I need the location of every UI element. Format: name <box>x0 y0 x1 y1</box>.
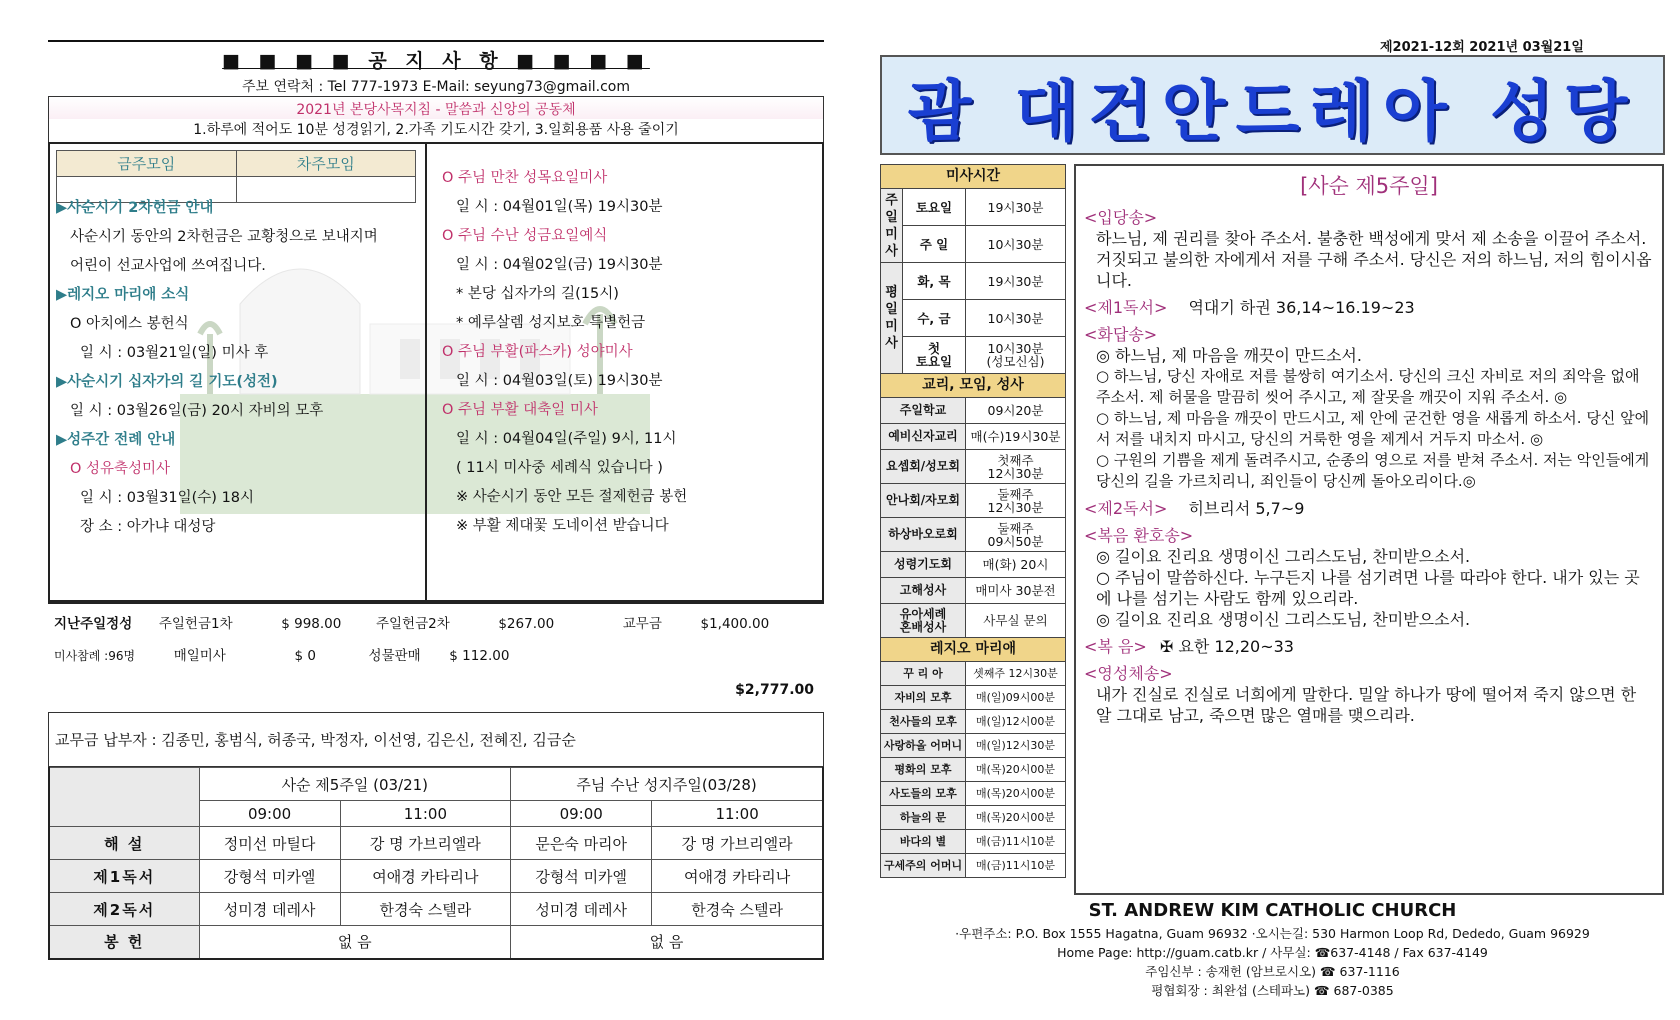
first-reading: 역대기 하권 36,14~16.19~23 <box>1188 298 1415 317</box>
notice-line: 일 시 : 04월03일(토) 19시30분 <box>456 373 663 389</box>
schedule-section-header: 미사시간 <box>881 165 1066 189</box>
dues-label: 교무금 <box>622 616 662 632</box>
roster-time: 11:00 <box>652 801 823 827</box>
sunday-offering-2-amount: $267.00 <box>498 616 555 632</box>
roster-row: 제1독서 강형석 미카엘 여애경 카타리나 강형석 미카엘 여애경 카타리나 <box>49 860 823 893</box>
schedule-key: 구세주의 어머니 <box>881 854 966 878</box>
daily-mass-label: 매일미사 <box>173 648 226 664</box>
notice-line: 장 소 : 아가냐 대성당 <box>80 519 216 535</box>
schedule-key: 주일학교 <box>881 398 966 424</box>
roster-week1-header: 사순 제5주일 (03/21) <box>199 768 511 801</box>
notice-line: ▶성주간 전례 안내 <box>56 432 176 448</box>
schedule-value: 매(일)12시30분 <box>965 734 1065 758</box>
second-reading-heading: <제2독서> <box>1084 499 1168 518</box>
schedule-value: 매미사 30분전 <box>965 578 1065 604</box>
goods-sales-amount: $ 112.00 <box>449 648 510 664</box>
church-address: ·우편주소: P.O. Box 1555 Hagatna, Guam 96932 ·오시는길: 530 Harmon Loop Rd, Dededo, Guam 96929 <box>955 926 1590 941</box>
bulletin-contact: 주보 연락처 : Tel 777-1973 E-Mail: seyung73@gmail.com <box>241 79 631 95</box>
gospel: ✠ 요한 12,20~33 <box>1159 637 1294 656</box>
schedule-key: 예비신자교리 <box>881 424 966 450</box>
schedule-row <box>881 604 1066 638</box>
schedule-row <box>881 450 1066 484</box>
psalm-verse: ○ 구원의 기쁨을 제게 돌려주시고, 순종의 영으로 저를 받쳐 주소서. 저는 악인들에게 당신의 길을 가르치리니, 죄인들이 당신께 돌아오리이다.◎ <box>1096 451 1650 490</box>
pastoral-motto <box>48 96 824 142</box>
schedule-row <box>881 484 1066 518</box>
pastor-contact: 주임신부 : 송재헌 (암브로시오) ☎ 637-1116 <box>1145 964 1400 979</box>
notice-line: O 아치에스 봉헌식 <box>70 316 189 332</box>
notice-line: 일 시 : 04월04일(주일) 9시, 11시 <box>456 431 677 447</box>
notice-line: * 본당 십자가의 길(15시) <box>456 286 619 302</box>
mass-attendance: 미사참례 :96명 <box>54 649 136 663</box>
schedule-key: 사랑하올 어머니 <box>881 734 966 758</box>
schedule-value: 10시30분 (성모신심) <box>965 337 1065 374</box>
notice-page <box>48 40 824 960</box>
schedule-row <box>881 782 1066 806</box>
communion-antiphon-heading: <영성체송> <box>1084 664 1173 683</box>
schedule-key: 성령기도회 <box>881 552 966 578</box>
notice-line: ※ 사순시기 동안 모든 절제헌금 봉헌 <box>456 489 688 505</box>
schedule-row <box>881 226 1066 263</box>
schedule-value: 09시20분 <box>965 398 1065 424</box>
offering-total: $2,777.00 <box>735 682 814 698</box>
notice-line: ( 11시 미사중 세례식 있습니다 ) <box>456 460 663 476</box>
schedule-row <box>881 806 1066 830</box>
notice-line: ▶사순시기 2차헌금 안내 <box>56 200 214 216</box>
schedule-row <box>881 710 1066 734</box>
schedule-value: 매(일)09시00분 <box>965 686 1065 710</box>
schedule-row <box>881 300 1066 337</box>
roster-time: 09:00 <box>511 801 652 827</box>
notice-right-column <box>442 164 812 541</box>
schedule-key: 주 일 <box>903 226 966 263</box>
psalm-response: ◎ 하느님, 제 마음을 깨끗이 만드소서. <box>1096 346 1362 365</box>
schedule-section-header: 레지오 마리애 <box>881 638 1066 662</box>
schedule-value: 매(목)20시00분 <box>965 806 1065 830</box>
motto-items: 1.하루에 적어도 10분 성경읽기, 2.가족 기도시간 갖기, 3.일회용품 사용 줄이기 <box>193 122 679 138</box>
schedule-key: 수, 금 <box>903 300 966 337</box>
gospel-heading: <복 음> <box>1084 637 1147 656</box>
motto-title: 2021년 본당사목지침 - 말씀과 신앙의 공동체 <box>49 97 823 119</box>
schedule-value: 매(일)12시00분 <box>965 710 1065 734</box>
schedule-value: 사무실 문의 <box>965 604 1065 638</box>
schedule-row <box>881 552 1066 578</box>
schedule-row <box>881 398 1066 424</box>
offering-summary <box>48 602 824 712</box>
goods-sales-label: 성물판매 <box>368 648 421 664</box>
liturgy-title: [사순 제5주일] <box>1300 174 1438 198</box>
notice-line: O 성유축성미사 <box>70 461 171 477</box>
schedule-value: 둘째주 12시30분 <box>965 484 1065 518</box>
schedule-table <box>880 164 1066 878</box>
schedule-row <box>881 686 1066 710</box>
notice-line: O 주님 수난 성금요일예식 <box>442 228 608 244</box>
sunday-offering-1-label: 주일헌금1차 <box>158 616 233 632</box>
schedule-key: 요셉회/성모회 <box>881 450 966 484</box>
psalm-verse: ○ 하느님, 제 마음을 깨끗이 만드시고, 제 안에 굳건한 영을 새롭게 하소서. 당신 앞에서 저를 내치지 마시고, 당신의 거룩한 영을 제게서 거두지 마소서. ◎ <box>1096 409 1650 448</box>
schedule-row <box>881 578 1066 604</box>
schedule-key: 토요일 <box>903 189 966 226</box>
council-president-contact: 평협회장 : 최완섭 (스테파노) ☎ 687-0385 <box>1151 983 1394 998</box>
first-reading-heading: <제1독서> <box>1084 298 1168 317</box>
schedule-value: 둘째주 09시50분 <box>965 518 1065 552</box>
schedule-value: 10시30분 <box>965 300 1065 337</box>
gospel-acclamation-verse: ○ 주님이 말씀하신다. 누구든지 나를 섬기려면 나를 따라야 한다. 내가 있는 곳에 나를 섬기는 사람도 함께 있으리라. <box>1096 568 1640 608</box>
notice-line: 일 시 : 03월31일(수) 18시 <box>80 490 255 506</box>
psalm-heading: <화답송> <box>1084 325 1158 344</box>
gospel-acclamation-response: ◎ 길이요 진리요 생명이신 그리스도님, 찬미받으소서. <box>1096 610 1471 629</box>
notice-line: ※ 부활 제대꽃 도네이션 받습니다 <box>456 518 669 534</box>
schedule-vertical-label: 평 일 미 사 <box>881 263 903 374</box>
notice-title: ■ ■ ■ ■ 공 지 사 항 ■ ■ ■ ■ <box>48 40 824 73</box>
schedule-row <box>881 854 1066 878</box>
notice-line: O 주님 부활 대축일 미사 <box>442 402 598 418</box>
communion-antiphon: 내가 진실로 진실로 너희에게 말한다. 밀알 하나가 땅에 떨어져 죽지 않으면 한 알 그대로 남고, 죽으면 많은 열매를 맺으리라. <box>1096 685 1637 725</box>
notice-left-column <box>56 194 421 542</box>
schedule-key: 안나회/자모회 <box>881 484 966 518</box>
schedule-value: 셋째주 12시30분 <box>965 662 1065 686</box>
schedule-key: 꾸 리 아 <box>881 662 966 686</box>
schedule-value: 매(수)19시30분 <box>965 424 1065 450</box>
notice-line: 어린이 선교사업에 쓰여집니다. <box>70 258 266 274</box>
schedule-key: 하늘의 문 <box>881 806 966 830</box>
dues-donors: 교무금 납부자 : 김종민, 홍범식, 허종국, 박정자, 이선영, 김은신, 전혜진, 김금순 <box>48 712 824 767</box>
roster-row: 제2독서 성미경 데레사 한경숙 스텔라 성미경 데레사 한경숙 스텔라 <box>49 893 823 926</box>
notice-box <box>48 142 824 602</box>
schedule-value: 19시30분 <box>965 263 1065 300</box>
liturgy-readings <box>1074 164 1664 895</box>
gospel-acclamation-heading: <복음 환호송> <box>1084 526 1194 545</box>
notice-line: ▶사순시기 십자가의 길 기도(성전) <box>56 374 278 390</box>
sunday-offering-1-amount: $ 998.00 <box>281 616 342 632</box>
entrance-antiphon: 하느님, 제 권리를 찾아 주소서. 불충한 백성에게 맞서 제 소송을 이끌어 주소서. 거짓되고 불의한 자에게서 저를 구해 주소서. 당신은 저의 하느님, 저의 힘이시옵니다. <box>1096 229 1652 290</box>
schedule-key: 하상바오로회 <box>881 518 966 552</box>
church-website-phone: Home Page: http://guam.catb.kr / 사무실: ☎637-4148 / Fax 637-4149 <box>1057 945 1488 960</box>
schedule-value: 매(목)20시00분 <box>965 782 1065 806</box>
church-banner <box>880 55 1665 155</box>
daily-mass-amount: $ 0 <box>294 648 316 664</box>
dues-amount: $1,400.00 <box>700 616 770 632</box>
church-english-name: ST. ANDREW KIM CATHOLIC CHURCH <box>1088 900 1457 921</box>
next-week-meetings-header: 차주모임 <box>236 151 416 177</box>
notice-line: ▶레지오 마리애 소식 <box>56 287 190 303</box>
sunday-offering-2-label: 주일헌금2차 <box>375 616 450 632</box>
schedule-row <box>881 189 1066 226</box>
notice-line: 일 시 : 03월26일(금) 20시 자비의 모후 <box>70 403 324 419</box>
notice-line: 일 시 : 04월02일(금) 19시30분 <box>456 257 663 273</box>
schedule-key: 천사들의 모후 <box>881 710 966 734</box>
issue-number-date: 제2021-12회 2021년 03월21일 <box>1380 40 1584 55</box>
schedule-key: 유아세례 혼배성사 <box>881 604 966 638</box>
schedule-value: 첫째주 12시30분 <box>965 450 1065 484</box>
schedule-vertical-label: 주 일 미 사 <box>881 189 903 263</box>
schedule-key: 화, 목 <box>903 263 966 300</box>
notice-line: * 예루살렘 성지보호 특별헌금 <box>456 315 646 331</box>
schedule-key: 고해성사 <box>881 578 966 604</box>
schedule-row <box>881 263 1066 300</box>
notice-line: O 주님 만찬 성목요일미사 <box>442 170 608 186</box>
roster-time: 11:00 <box>340 801 510 827</box>
schedule-key: 사도들의 모후 <box>881 782 966 806</box>
schedule-row <box>881 830 1066 854</box>
notice-line: O 주님 부활(파스카) 성야미사 <box>442 344 633 360</box>
schedule-value: 매(화) 20시 <box>965 552 1065 578</box>
offering-label: 지난주일정성 <box>54 616 133 632</box>
psalm-verse: ○ 하느님, 당신 자애로 저를 불쌍히 여기소서. 당신의 크신 자비로 저의 죄악을 없애 주소서. 제 허물을 말끔히 씻어 주시고, 제 잘못을 깨끗이 지워 주소서. ◎ <box>1096 367 1640 406</box>
schedule-row <box>881 424 1066 450</box>
schedule-value: 10시30분 <box>965 226 1065 263</box>
schedule-key: 평화의 모후 <box>881 758 966 782</box>
second-reading: 히브리서 5,7~9 <box>1188 499 1305 518</box>
schedule-value: 매(금)11시10분 <box>965 854 1065 878</box>
schedule-value: 19시30분 <box>965 189 1065 226</box>
schedule-value: 매(금)11시10분 <box>965 830 1065 854</box>
schedule-row <box>881 758 1066 782</box>
notice-line: 일 시 : 03월21일(일) 미사 후 <box>80 345 269 361</box>
schedule-key: 자비의 모후 <box>881 686 966 710</box>
church-footer <box>880 898 1665 1000</box>
schedule-row <box>881 518 1066 552</box>
schedule-row <box>881 662 1066 686</box>
schedule-row <box>881 734 1066 758</box>
this-week-meetings-header: 금주모임 <box>57 151 237 177</box>
roster-row: 봉 헌 없 음 없 음 <box>49 926 823 959</box>
entrance-antiphon-heading: <입당송> <box>1084 208 1158 227</box>
roster-week2-header: 주님 수난 성지주일(03/28) <box>511 768 823 801</box>
roster-row: 해 설 정미선 마틸다 강 명 가브리엘라 문은숙 마리아 강 명 가브리엘라 <box>49 827 823 860</box>
schedule-value: 매(목)20시00분 <box>965 758 1065 782</box>
notice-line: 일 시 : 04월01일(목) 19시30분 <box>456 199 663 215</box>
liturgy-roster-table <box>48 767 824 960</box>
schedule-key: 첫 토요일 <box>903 337 966 374</box>
notice-line: 사순시기 동안의 2차헌금은 교황청으로 보내지며 <box>70 229 378 245</box>
gospel-acclamation-response: ◎ 길이요 진리요 생명이신 그리스도님, 찬미받으소서. <box>1096 547 1471 566</box>
schedule-key: 바다의 별 <box>881 830 966 854</box>
church-name: 괌 대건안드레아 성당 <box>907 72 1638 150</box>
schedule-section-header: 교리, 모임, 성사 <box>881 374 1066 398</box>
roster-time: 09:00 <box>199 801 340 827</box>
schedule-row <box>881 337 1066 374</box>
